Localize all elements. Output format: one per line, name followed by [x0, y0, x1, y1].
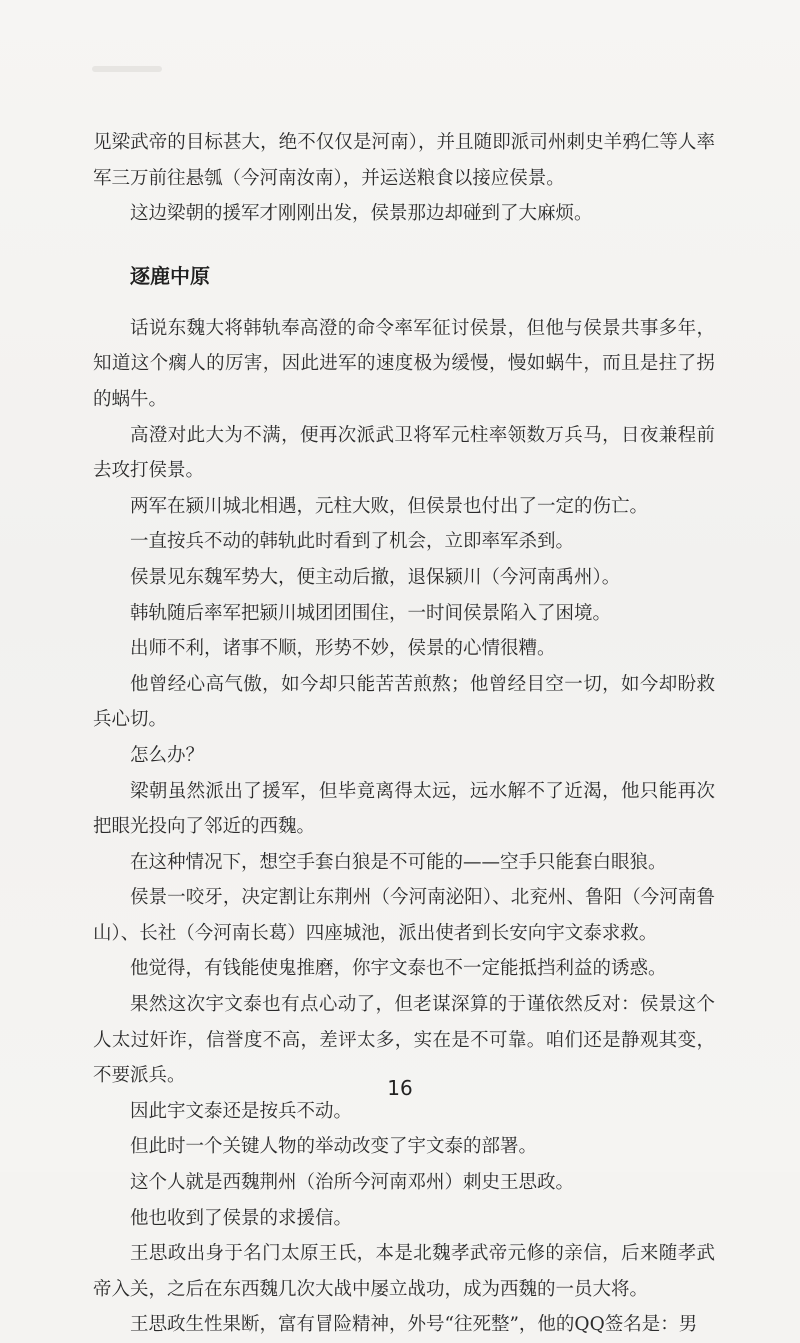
paragraph: 果然这次宇文泰也有点心动了，但老谋深算的于谨依然反对：侯景这个人太过奸诈，信誉度不高，差评太多，实在是不可靠。咱们还是静观其变，不要派兵。 [93, 994, 715, 1087]
page-number: 16 [387, 1076, 413, 1100]
paragraph: 一直按兵不动的韩轨此时看到了机会，立即率军杀到。 [130, 531, 575, 553]
paragraph: 出师不利，诸事不顺，形势不妙，侯景的心情很糟。 [130, 638, 556, 660]
paragraph: 他觉得，有钱能使鬼推磨，你宇文泰也不一定能抵挡利益的诱惑。 [130, 958, 667, 980]
paragraph-continued: 见梁武帝的目标甚大，绝不仅仅是河南），并且随即派司州刺史羊鸦仁等人率军三万前往悬瓠（今河南汝南），并运送粮食以接应侯景。 [93, 132, 715, 189]
paragraph: 他也收到了侯景的求援信。 [130, 1207, 353, 1229]
paragraph: 因此宇文泰还是按兵不动。 [130, 1100, 353, 1122]
paragraph: 怎么办？ [130, 744, 205, 766]
section-heading: 逐鹿中原 [130, 263, 210, 288]
paragraph: 两军在颍川城北相遇，元柱大败，但侯景也付出了一定的伤亡。 [130, 495, 649, 517]
paragraph: 这边梁朝的援军才刚刚出发，侯景那边却碰到了大麻烦。 [130, 203, 593, 225]
paragraph: 但此时一个关键人物的举动改变了宇文泰的部署。 [130, 1136, 538, 1158]
paragraph: 他曾经心高气傲，如今却只能苦苦煎熬；他曾经目空一切，如今却盼救兵心切。 [93, 673, 715, 731]
paragraph: 梁朝虽然派出了援军，但毕竟离得太远，远水解不了近渴，他只能再次把眼光投向了邻近的西魏。 [93, 780, 715, 838]
paragraph: 韩轨随后率军把颍川城团团围住，一时间侯景陷入了困境。 [130, 602, 612, 624]
paragraph: 这个人就是西魏荆州（治所今河南邓州）刺史王思政。 [130, 1172, 575, 1194]
paragraph: 话说东魏大将韩轨奉高澄的命令率军征讨侯景，但他与侯景共事多年，知道这个瘸人的厉害，因此进军的速度极为缓慢，慢如蜗牛，而且是拄了拐的蜗牛。 [93, 317, 715, 410]
paragraph: 高澄对此大为不满，便再次派武卫将军元柱率领数万兵马，日夜兼程前去攻打侯景。 [93, 424, 715, 482]
paragraph: 侯景一咬牙，决定割让东荆州（今河南泌阳）、北兖州、鲁阳（今河南鲁山）、长社（今河南长葛）四座城池，派出使者到长安向宇文泰求救。 [93, 887, 715, 944]
running-header-smudge [92, 66, 162, 72]
paragraph: 王思政生性果断，富有冒险精神，外号“往死整”，他的QQ签名是：男 [130, 1314, 698, 1336]
page-body [93, 125, 715, 1343]
paragraph: 王思政出身于名门太原王氏，本是北魏孝武帝元修的亲信，后来随孝武帝入关，之后在东西魏几次大战中屡立战功，成为西魏的一员大将。 [93, 1243, 715, 1300]
paragraph: 侯景见东魏军势大，便主动后撤，退保颍川（今河南禹州）。 [130, 566, 621, 588]
paragraph: 在这种情况下，想空手套白狼是不可能的——空手只能套白眼狼。 [130, 851, 667, 873]
